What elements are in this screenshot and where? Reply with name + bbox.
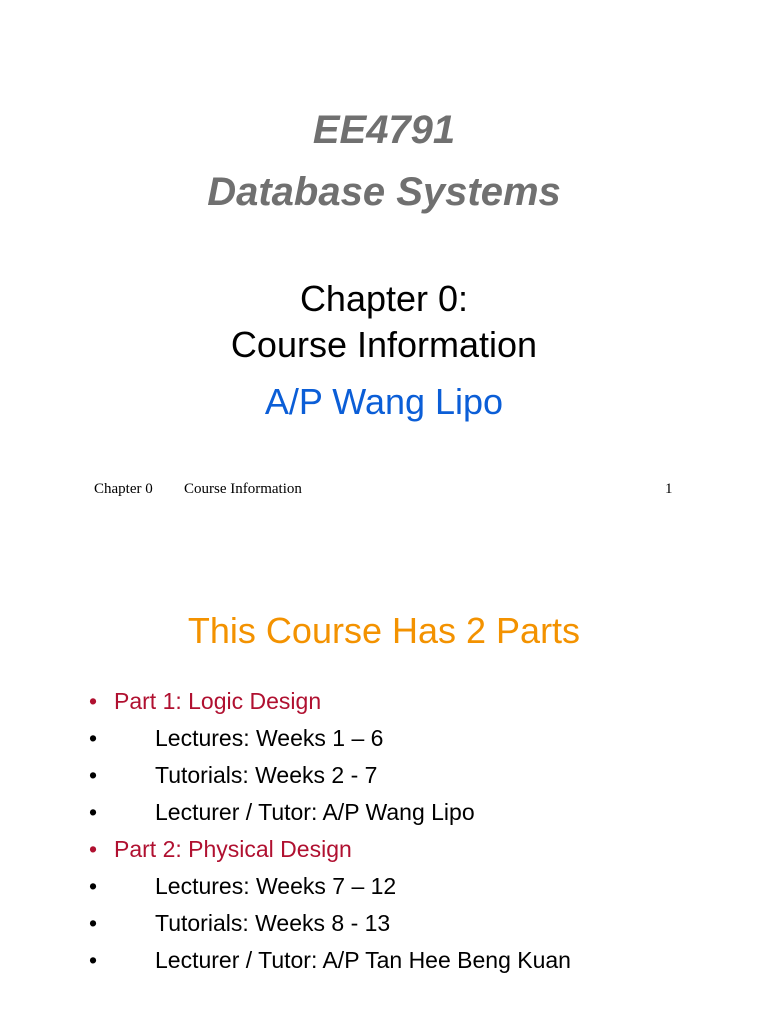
bullet-icon: • [89, 725, 98, 751]
course-code: EE4791 [312, 108, 456, 152]
list-item [0, 834, 768, 871]
part-2-tutorials: Tutorials: Weeks 8 - 13 [155, 910, 391, 936]
list-item [0, 871, 768, 908]
bullet-icon: • [89, 910, 98, 936]
chapter-number: Chapter 0: [299, 278, 469, 319]
list-item [0, 945, 768, 982]
part-2-heading: Part 2: Physical Design [114, 836, 352, 862]
part-1-tutorials: Tutorials: Weeks 2 - 7 [155, 762, 378, 788]
part-1-lecturer: Lecturer / Tutor: A/P Wang Lipo [155, 799, 475, 825]
list-item [0, 760, 768, 797]
part-1-lectures: Lectures: Weeks 1 – 6 [155, 725, 384, 751]
bullet-icon: • [89, 873, 98, 899]
bullet-icon: • [89, 762, 98, 788]
chapter-title: Course Information [230, 324, 538, 365]
slide-2 [0, 512, 768, 1024]
footer-title: Course Information [184, 481, 302, 497]
footer-chapter: Chapter 0 [94, 481, 153, 497]
list-item [0, 686, 768, 723]
part-1-heading: Part 1: Logic Design [114, 688, 322, 714]
lecturer-name: A/P Wang Lipo [264, 381, 504, 422]
bullet-icon: • [89, 799, 98, 825]
list-item [0, 797, 768, 834]
bullet-icon: • [89, 947, 98, 973]
slide-title: This Course Has 2 Parts [187, 610, 581, 651]
bullet-icon: • [89, 836, 98, 862]
course-name: Database Systems [207, 170, 561, 214]
bullet-list [0, 686, 768, 982]
list-item [0, 723, 768, 760]
list-item [0, 908, 768, 945]
bullet-icon: • [89, 688, 98, 714]
part-2-lecturer: Lecturer / Tutor: A/P Tan Hee Beng Kuan [155, 947, 571, 973]
part-2-lectures: Lectures: Weeks 7 – 12 [155, 873, 397, 899]
footer-page-number: 1 [665, 481, 673, 497]
